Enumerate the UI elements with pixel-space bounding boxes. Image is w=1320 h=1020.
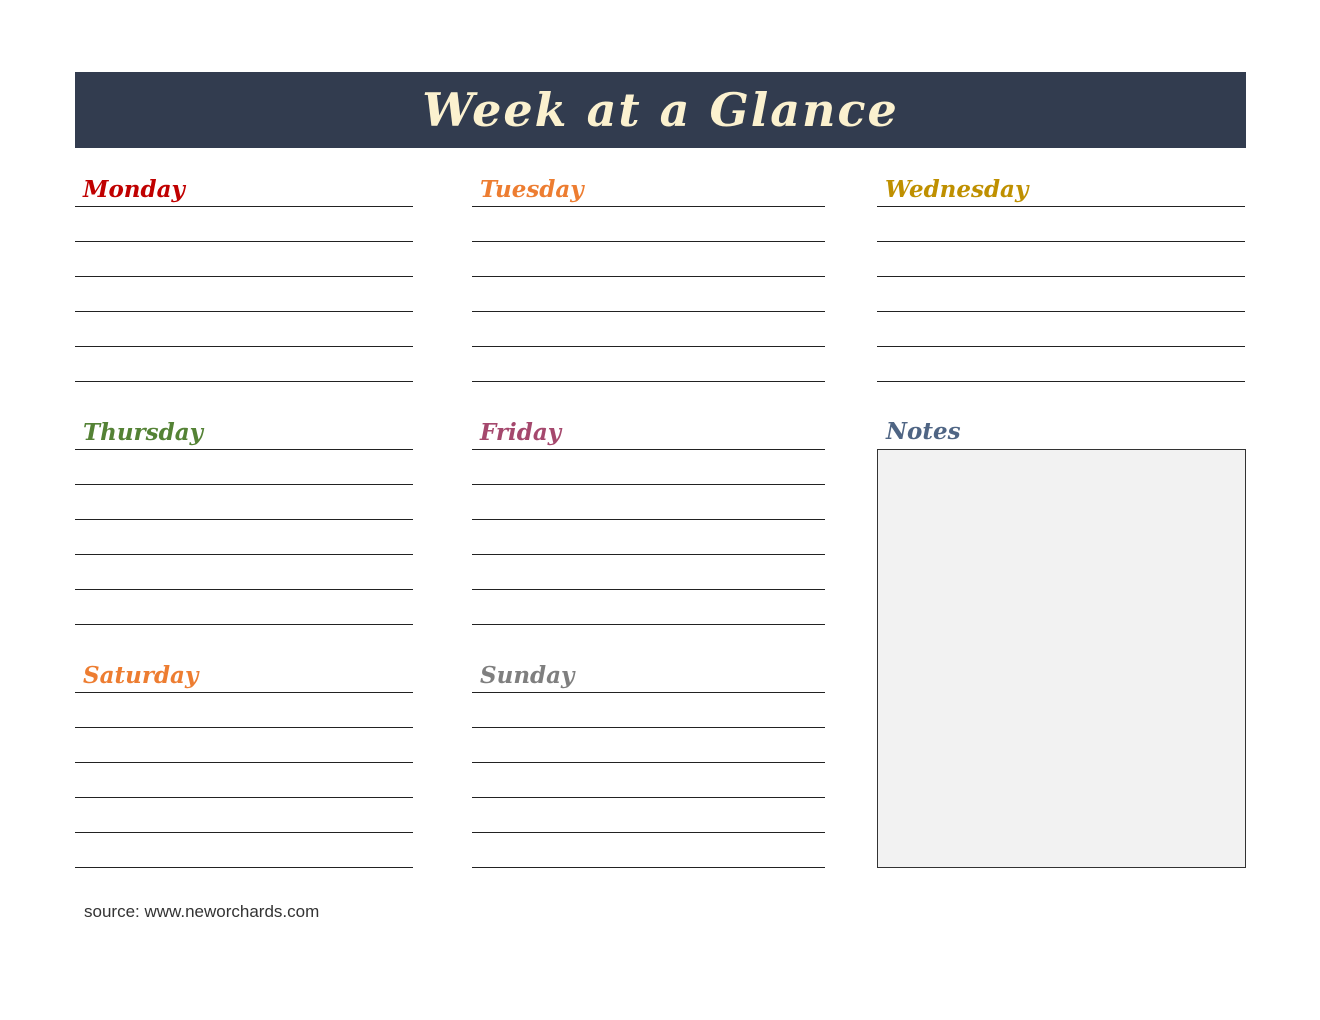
writing-line[interactable] <box>75 484 413 485</box>
day-label-friday: Friday <box>480 419 562 446</box>
day-block-monday <box>75 176 413 386</box>
writing-line[interactable] <box>472 206 825 207</box>
notes-label: Notes <box>886 418 961 445</box>
day-label-monday: Monday <box>83 176 185 203</box>
writing-line[interactable] <box>472 484 825 485</box>
day-block-wednesday <box>877 176 1245 386</box>
writing-line[interactable] <box>877 346 1245 347</box>
writing-line[interactable] <box>877 241 1245 242</box>
writing-line[interactable] <box>75 727 413 728</box>
writing-line[interactable] <box>877 276 1245 277</box>
writing-line[interactable] <box>877 311 1245 312</box>
writing-line[interactable] <box>75 206 413 207</box>
writing-line[interactable] <box>472 346 825 347</box>
day-label-thursday: Thursday <box>83 419 203 446</box>
writing-line[interactable] <box>472 381 825 382</box>
writing-line[interactable] <box>75 867 413 868</box>
writing-line[interactable] <box>75 589 413 590</box>
day-block-tuesday <box>472 176 825 386</box>
writing-line[interactable] <box>75 624 413 625</box>
writing-line[interactable] <box>75 311 413 312</box>
writing-line[interactable] <box>75 692 413 693</box>
day-block-thursday <box>75 419 413 629</box>
writing-line[interactable] <box>75 241 413 242</box>
writing-line[interactable] <box>877 206 1245 207</box>
writing-line[interactable] <box>75 381 413 382</box>
writing-line[interactable] <box>472 692 825 693</box>
source-footer: source: www.neworchards.com <box>84 902 320 921</box>
day-label-saturday: Saturday <box>83 662 199 689</box>
notes-box[interactable] <box>877 449 1246 868</box>
writing-line[interactable] <box>472 797 825 798</box>
page-title: Week at a Glance <box>422 83 899 137</box>
writing-line[interactable] <box>75 346 413 347</box>
writing-line[interactable] <box>877 381 1245 382</box>
title-banner <box>75 72 1246 148</box>
writing-line[interactable] <box>75 449 413 450</box>
writing-line[interactable] <box>472 241 825 242</box>
writing-line[interactable] <box>472 867 825 868</box>
writing-line[interactable] <box>472 519 825 520</box>
day-label-sunday: Sunday <box>480 662 575 689</box>
writing-line[interactable] <box>472 449 825 450</box>
writing-line[interactable] <box>472 624 825 625</box>
writing-line[interactable] <box>472 554 825 555</box>
writing-line[interactable] <box>472 762 825 763</box>
writing-line[interactable] <box>472 311 825 312</box>
day-block-saturday <box>75 662 413 872</box>
writing-line[interactable] <box>75 276 413 277</box>
writing-line[interactable] <box>472 589 825 590</box>
writing-line[interactable] <box>75 832 413 833</box>
writing-line[interactable] <box>472 727 825 728</box>
day-block-friday <box>472 419 825 629</box>
writing-line[interactable] <box>472 276 825 277</box>
writing-line[interactable] <box>75 554 413 555</box>
writing-line[interactable] <box>75 519 413 520</box>
writing-line[interactable] <box>75 797 413 798</box>
day-label-wednesday: Wednesday <box>885 176 1029 203</box>
writing-line[interactable] <box>472 832 825 833</box>
writing-line[interactable] <box>75 762 413 763</box>
day-label-tuesday: Tuesday <box>480 176 584 203</box>
day-block-sunday <box>472 662 825 872</box>
